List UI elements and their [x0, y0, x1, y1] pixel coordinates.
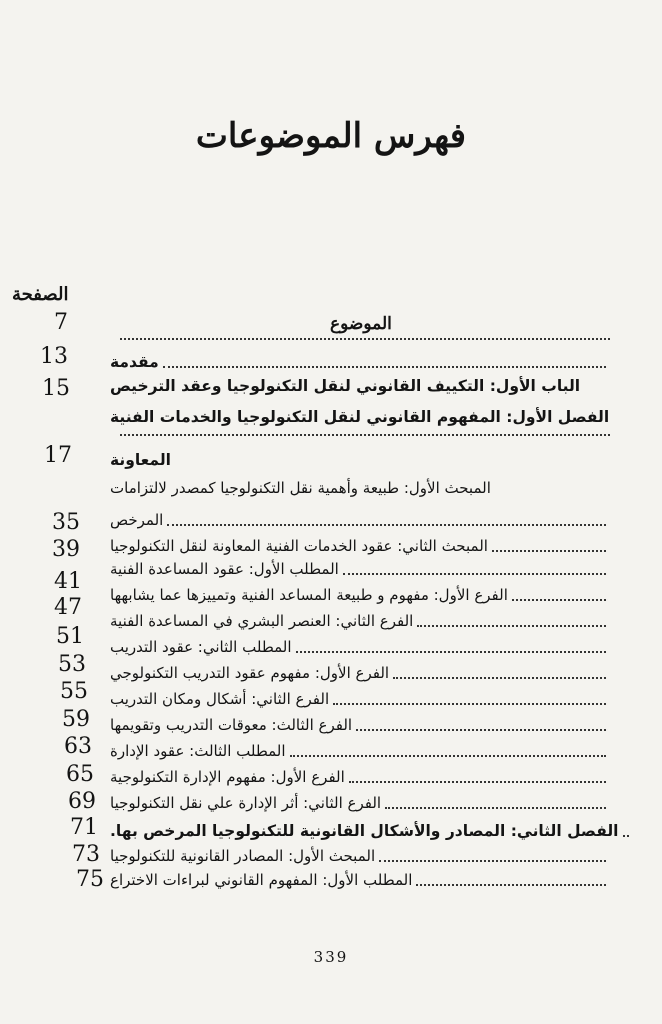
toc-entry-label: مقدمة [110, 353, 159, 371]
toc-entry-label: الفصل الثاني: المصادر والأشكال القانونية للتكنولوجيا المرخص بها. [110, 822, 619, 840]
toc-page-number: 7 [54, 310, 68, 335]
page-title: فهرس الموضوعات [195, 116, 467, 156]
toc-entry-label: المعاونة [110, 451, 171, 469]
toc-entry [110, 868, 610, 892]
toc-entry [110, 609, 610, 633]
toc-entry-label: الفرع الثالث: معوقات التدريب وتقويمها [110, 716, 353, 734]
toc-entry-label: الفرع الثاني: أشكال ومكان التدريب [110, 690, 330, 708]
toc-page-number: 15 [42, 376, 70, 401]
toc-page-number: 65 [66, 762, 94, 787]
toc-entry-label: الفصل الأول: المفهوم القانوني لنقل التكنولوجيا والخدمات الفنية [110, 408, 610, 426]
dot-leader [167, 524, 606, 526]
dot-leader [417, 625, 606, 627]
toc-entry-label: الفرع الأول: مفهوم عقود التدريب التكنولوجي [110, 664, 390, 682]
dot-leader [623, 835, 629, 837]
dot-leader [296, 651, 606, 653]
toc-entry [110, 374, 610, 398]
toc-entry [110, 405, 610, 429]
toc-page-number: 51 [56, 624, 84, 649]
toc-page-number: 63 [64, 734, 92, 759]
toc-entry-label: المطلب الثالث: عقود الإدارة [110, 742, 286, 760]
toc-entry-label: المرخص [110, 511, 164, 529]
toc-entry-label: المطلب الأول: المفهوم القانوني لبراءات الاختراع [110, 871, 413, 889]
toc-entry [110, 448, 610, 472]
toc-page-number: 59 [62, 707, 90, 732]
footer-page-number: 339 [313, 948, 349, 966]
dot-leader [379, 860, 606, 862]
page-column-header: الصفحة [12, 284, 69, 305]
toc-entry [110, 791, 610, 815]
toc-entry [110, 635, 610, 659]
toc-page-number: 39 [52, 537, 80, 562]
toc-entry-label: الفرع الثاني: العنصر البشري في المساعدة الفنية [110, 612, 414, 630]
toc-entry-label: الفرع الثاني: أثر الإدارة علي نقل التكنولوجيا [110, 794, 382, 812]
toc-entry [110, 534, 610, 558]
toc-entry [110, 476, 610, 500]
toc-entry [110, 508, 610, 532]
dot-leader [492, 550, 606, 552]
dot-leader [163, 366, 606, 368]
toc-entry [110, 713, 610, 737]
toc-page-number: 71 [70, 815, 98, 840]
dot-leader [343, 573, 606, 575]
dot-leader [349, 781, 606, 783]
dot-leader [290, 755, 606, 757]
dot-leader [333, 703, 606, 705]
toc-page-number: 47 [54, 595, 82, 620]
toc-page-number: 75 [76, 867, 104, 892]
toc-entry-label: الباب الأول: التكييف القانوني لنقل التكنولوجيا وعقد الترخيص [110, 377, 581, 395]
dot-leader [385, 807, 606, 809]
section-dotted-rule [120, 434, 610, 436]
toc-page-number: 35 [52, 510, 80, 535]
toc-entry-label: الفرع الأول: مفهوم الإدارة التكنولوجية [110, 768, 345, 786]
dot-leader [416, 884, 606, 886]
toc-page-number: 41 [54, 569, 82, 594]
toc-entry [110, 661, 610, 685]
toc-entry-label: الفرع الأول: مفهوم و طبيعة المساعد الفنية وتمييزها عما يشابهها [110, 586, 508, 604]
toc-entry-label: المطلب الأول: عقود المساعدة الفنية [110, 560, 339, 578]
toc-entry [110, 557, 610, 581]
dot-leader [512, 599, 606, 601]
subject-column-header: الموضوع [330, 314, 392, 334]
toc-entry-label: المبحث الأول: طبيعة وأهمية نقل التكنولوجيا كمصدر لالتزامات [110, 479, 491, 497]
toc-entry [110, 739, 610, 763]
toc-entry [110, 687, 610, 711]
dot-leader [356, 729, 606, 731]
toc-page-number: 13 [40, 344, 68, 369]
toc-page-number: 17 [44, 443, 72, 468]
toc-page-number: 73 [72, 842, 100, 867]
toc-entry [110, 819, 619, 843]
toc-entry [110, 350, 610, 374]
toc-entry-label: المطلب الثاني: عقود التدريب [110, 638, 292, 656]
toc-page-number: 53 [58, 652, 86, 677]
toc-entry [110, 765, 610, 789]
toc-entry [110, 844, 610, 868]
toc-page-number: 55 [60, 679, 88, 704]
toc-page-number: 69 [68, 789, 96, 814]
toc-entry-label: المبحث الأول: المصادر القانونية للتكنولوجيا [110, 847, 376, 865]
toc-entry [110, 583, 610, 607]
toc-entry-label: المبحث الثاني: عقود الخدمات الفنية المعاونة لنقل التكنولوجيا [110, 537, 488, 555]
dot-leader [393, 677, 606, 679]
